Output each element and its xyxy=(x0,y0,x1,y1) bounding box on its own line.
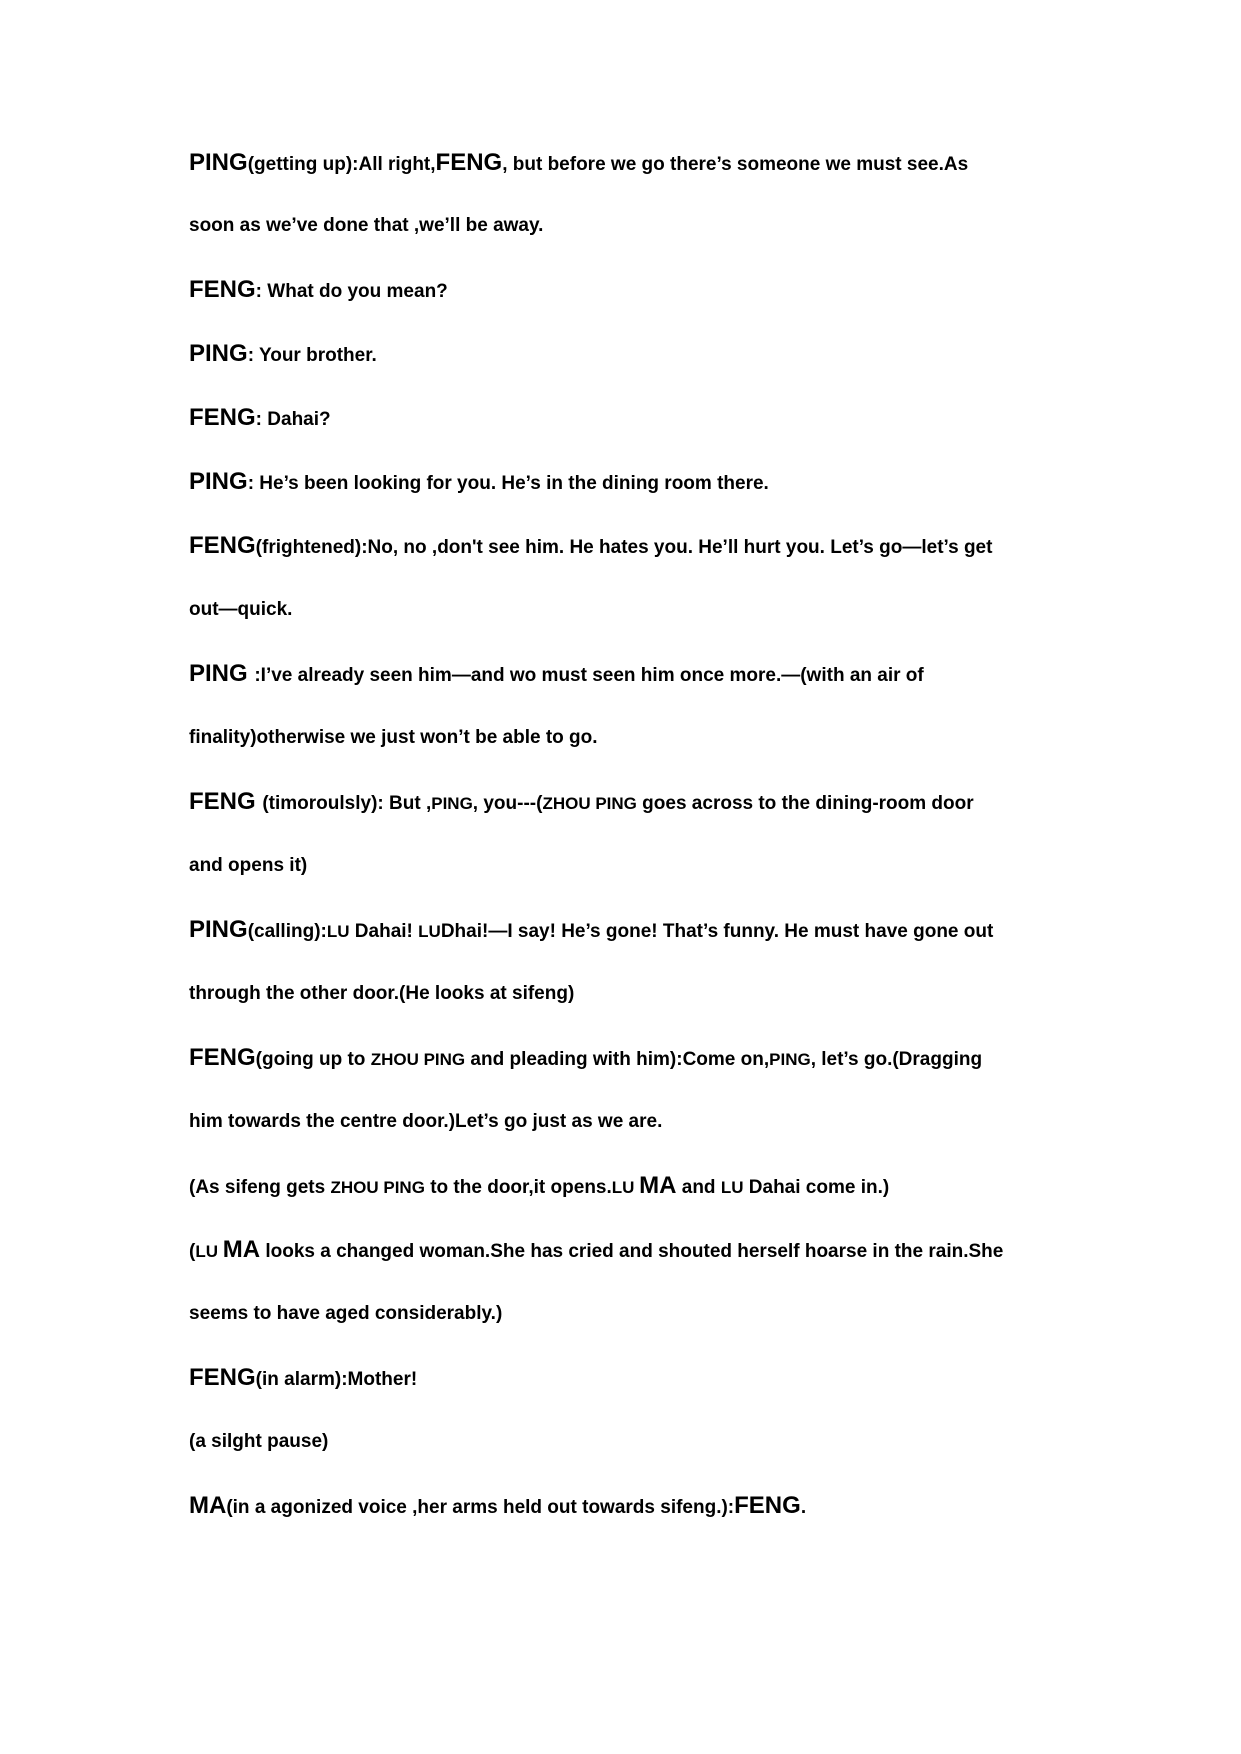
line-text: and opens it) xyxy=(189,855,308,876)
line-text: finality)otherwise we just won’t be able to go. xyxy=(189,727,598,748)
line-text: (calling): xyxy=(247,921,327,942)
line-text: (timoroulsly): But , xyxy=(262,793,432,814)
speaker-name: FENG xyxy=(189,276,256,303)
name-small-caps: LU xyxy=(720,1178,744,1197)
name-small-caps: LU xyxy=(611,1178,640,1197)
speaker-name: FENG xyxy=(189,532,256,559)
script-line xyxy=(189,1045,1069,1073)
line-text: : Your brother. xyxy=(247,345,377,366)
speaker-name: PING xyxy=(189,340,248,367)
name-large: MA xyxy=(222,1236,261,1263)
line-text: out—quick. xyxy=(189,599,293,620)
name-small-caps: LU xyxy=(418,922,441,941)
line-text: seems to have aged considerably.) xyxy=(189,1303,503,1324)
line-text: . xyxy=(800,1497,807,1518)
script-line xyxy=(189,789,1069,817)
script-line xyxy=(189,213,1069,239)
line-text: Dahai come in.) xyxy=(743,1177,890,1198)
line-text: :I’ve already seen him—and wo must seen him once more.—(with an air of xyxy=(254,665,924,686)
line-text: (going up to xyxy=(255,1049,371,1070)
name-small-caps: PING xyxy=(769,1050,811,1069)
script-line xyxy=(189,917,1069,945)
line-text: : What do you mean? xyxy=(255,281,448,302)
line-text: Dahai! xyxy=(349,921,419,942)
script-line xyxy=(189,533,1069,561)
speaker-name: FENG xyxy=(734,1492,801,1519)
script-line xyxy=(189,405,1069,433)
name-large: MA xyxy=(639,1172,677,1199)
speaker-name: FENG xyxy=(189,788,263,815)
line-text: Dhai!—I say! He’s gone! That’s funny. He must have gone out xyxy=(440,921,994,942)
name-small-caps: ZHOU PING xyxy=(542,794,637,813)
line-text: him towards the centre door.)Let’s go just as we are. xyxy=(189,1111,663,1132)
line-text: (in a agonized voice ,her arms held out towards sifeng.): xyxy=(226,1497,735,1518)
speaker-name: FENG xyxy=(189,1044,256,1071)
script-line xyxy=(189,1301,1069,1327)
speaker-name: PING xyxy=(189,916,248,943)
script-line xyxy=(189,981,1069,1007)
name-small-caps: ZHOU PING xyxy=(330,1178,425,1197)
speaker-name: PING xyxy=(189,149,248,176)
speaker-name: PING xyxy=(189,660,255,687)
line-text: (in alarm):Mother! xyxy=(255,1369,418,1390)
line-text: and pleading with him):Come on, xyxy=(465,1049,770,1070)
line-text: soon as we’ve done that ,we’ll be away. xyxy=(189,215,544,236)
speaker-name: FENG xyxy=(189,404,256,431)
script-line xyxy=(189,1109,1069,1135)
script-line xyxy=(189,725,1069,751)
line-text: and xyxy=(676,1177,721,1198)
script-line xyxy=(189,1365,1069,1393)
line-text: goes across to the dining-room door xyxy=(636,793,974,814)
script-line xyxy=(189,1429,1069,1455)
script-line xyxy=(189,853,1069,879)
script-line xyxy=(189,597,1069,623)
line-text: , let’s go.(Dragging xyxy=(810,1049,983,1070)
line-text: to the door,it opens. xyxy=(424,1177,612,1198)
line-text: : Dahai? xyxy=(255,409,331,430)
script-line xyxy=(189,150,1069,178)
name-small-caps: LU xyxy=(326,922,350,941)
line-text: (a silght pause) xyxy=(189,1431,329,1452)
script-line xyxy=(189,661,1069,689)
line-text: (getting up):All right, xyxy=(247,154,436,175)
name-small-caps: PING xyxy=(431,794,473,813)
script-line xyxy=(189,469,1069,497)
name-small-caps: LU xyxy=(195,1242,223,1261)
speaker-name: FENG xyxy=(435,149,503,176)
script-line xyxy=(189,341,1069,369)
script-line xyxy=(189,1173,1069,1201)
script-line xyxy=(189,1237,1069,1265)
line-text: through the other door.(He looks at sifeng) xyxy=(189,983,575,1004)
line-text: ( xyxy=(189,1241,196,1262)
line-text: (As sifeng gets xyxy=(189,1177,331,1198)
line-text: , you---( xyxy=(472,793,543,814)
speaker-name: FENG xyxy=(189,1364,256,1391)
speaker-name: MA xyxy=(189,1492,227,1519)
line-text: (frightened):No, no ,don't see him. He hates you. He’ll hurt you. Let’s go—let’s get xyxy=(255,537,993,558)
name-small-caps: ZHOU PING xyxy=(370,1050,466,1069)
line-text: , but before we go there’s someone we must see.As xyxy=(502,154,969,175)
line-text: : He’s been looking for you. He’s in the dining room there. xyxy=(247,473,769,494)
line-text: looks a changed woman.She has cried and shouted herself hoarse in the rain.She xyxy=(260,1241,1004,1262)
script-line xyxy=(189,1493,1069,1521)
speaker-name: PING xyxy=(189,468,248,495)
script-line xyxy=(189,277,1069,305)
